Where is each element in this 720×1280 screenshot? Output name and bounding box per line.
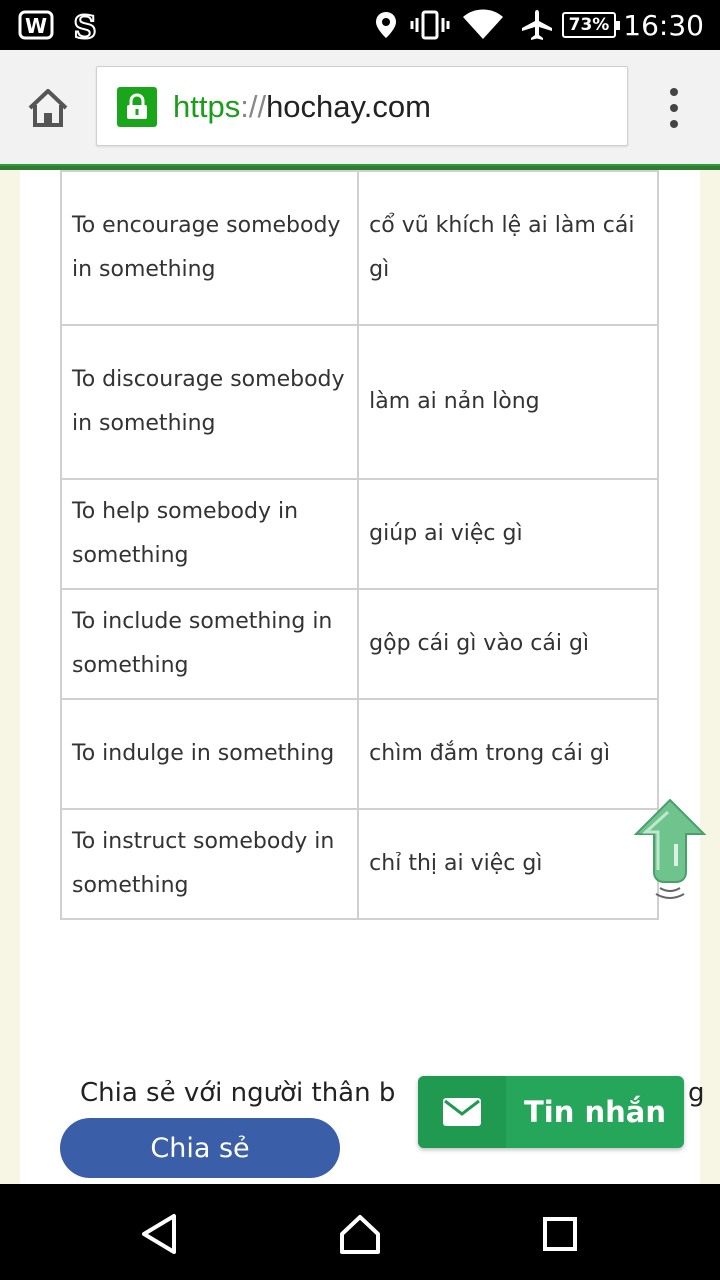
table-row [61, 699, 658, 809]
table-cell-en: To help somebody in something [61, 479, 358, 589]
page-content[interactable] [0, 170, 720, 1184]
address-bar[interactable] [96, 66, 628, 146]
menu-dot [670, 88, 678, 96]
table-cell-en: To discourage somebody in something [61, 325, 358, 479]
battery-level: 73% [568, 15, 610, 35]
app-s-icon [70, 0, 100, 50]
content-column [20, 170, 705, 1184]
table-cell-vi: cổ vũ khích lệ ai làm cái gì [358, 171, 658, 325]
arrow-up-icon [630, 796, 710, 916]
message-button[interactable] [418, 1076, 684, 1148]
share-prompt-tail: g [688, 1078, 705, 1108]
menu-dot [670, 120, 678, 128]
back-button[interactable] [138, 1212, 182, 1256]
clock: 16:30 [623, 8, 704, 42]
recents-icon [538, 1212, 582, 1256]
table-cell-vi: gộp cái gì vào cái gì [358, 589, 658, 699]
vibrate-icon [410, 0, 450, 50]
table-row [61, 171, 658, 325]
battery-icon [562, 0, 616, 50]
recents-button[interactable] [538, 1212, 582, 1256]
url-text [173, 67, 431, 147]
table-cell-en: To include something in something [61, 589, 358, 699]
message-button-label: Tin nhắn [524, 1095, 666, 1129]
overflow-menu-button[interactable] [664, 88, 684, 128]
table-row [61, 325, 658, 479]
menu-dot [670, 104, 678, 112]
url-separator: :// [240, 89, 267, 124]
lock-icon [117, 87, 157, 127]
svg-text:S: S [73, 8, 97, 42]
table-cell-vi: giúp ai việc gì [358, 479, 658, 589]
navigation-bar [0, 1184, 720, 1280]
airplane-icon [520, 0, 554, 50]
table-cell-en: To encourage somebody in something [61, 171, 358, 325]
back-icon [138, 1212, 182, 1256]
share-prompt: Chia sẻ với người thân b [80, 1078, 396, 1108]
wifi-icon [462, 0, 504, 50]
app-w-icon [18, 0, 54, 50]
home-button[interactable] [24, 84, 72, 132]
home-nav-button[interactable] [338, 1212, 382, 1256]
table-cell-vi: chìm đắm trong cái gì [358, 699, 658, 809]
url-host: hochay.com [266, 89, 431, 124]
vocab-table [60, 170, 659, 920]
table-cell-vi: chỉ thị ai việc gì [358, 809, 658, 919]
table-cell-en: To indulge in something [61, 699, 358, 809]
share-button[interactable]: Chia sẻ [60, 1118, 340, 1178]
location-icon [374, 0, 398, 50]
table-row [61, 809, 658, 919]
mail-icon [418, 1076, 506, 1148]
svg-text:W: W [24, 14, 48, 38]
table-cell-vi: làm ai nản lòng [358, 325, 658, 479]
url-scheme: https [173, 89, 241, 124]
home-nav-icon [338, 1212, 382, 1256]
table-row [61, 479, 658, 589]
table-cell-en: To instruct somebody in something [61, 809, 358, 919]
table-row [61, 589, 658, 699]
status-bar [0, 0, 720, 50]
scroll-top-button[interactable] [630, 796, 710, 916]
home-icon [24, 84, 72, 132]
